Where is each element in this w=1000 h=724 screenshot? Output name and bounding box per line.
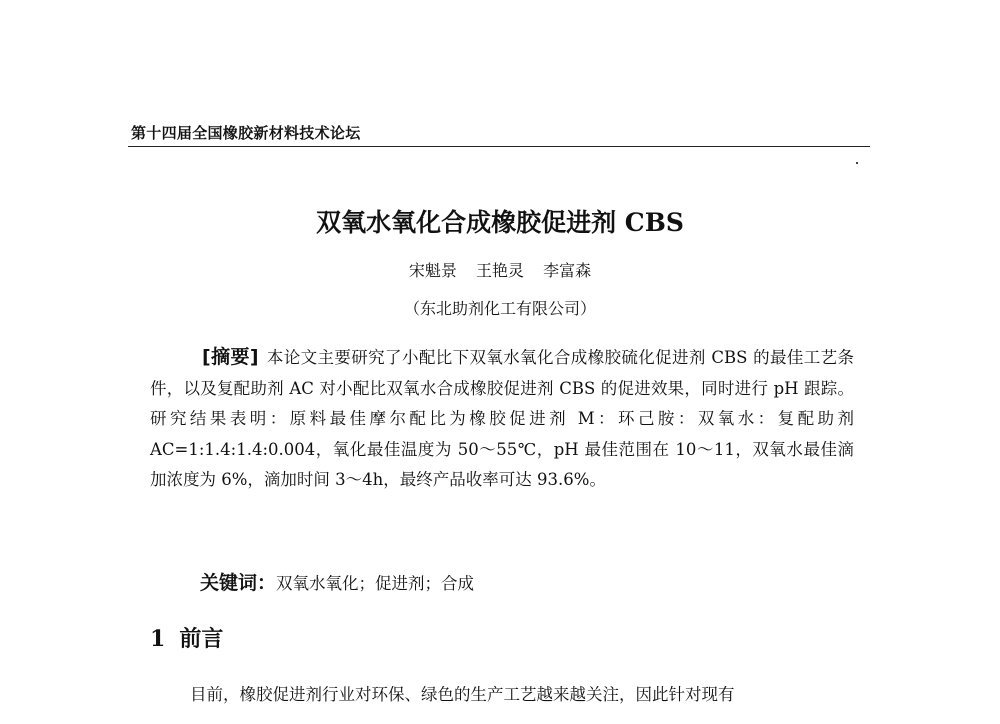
running-header: 第十四届全国橡胶新材料技术论坛	[131, 124, 361, 142]
section-heading	[150, 622, 223, 653]
abstract-text: 本论文主要研究了小配比下双氧水氧化合成橡胶硫化促进剂 CBS 的最佳工艺条件，以及复配助剂 AC 对小配比双氧水合成橡胶促进剂 CBS 的促进效果，同时进行 pH 跟踪。研究结果表明：原料最佳摩尔配比为橡胶促进剂 M：环己胺：双氧水：复配助剂 AC=1:1.4:1.4:0.004，氧化最佳温度为 50～55℃，pH 最佳范围在 10～11，双氧水最佳滴加浓度为 6%，滴加时间 3～4h，最终产品收率可达 93.6%。	[150, 348, 854, 489]
section-title: 前言	[179, 626, 224, 652]
author-name: 王艳灵	[475, 261, 524, 280]
keywords-text: 双氧水氧化；促进剂；合成	[276, 574, 475, 593]
keywords-label: 关键词：	[200, 572, 277, 594]
abstract	[150, 342, 854, 496]
author-name: 宋魁景	[408, 261, 457, 280]
keywords	[200, 568, 474, 595]
header-divider	[128, 146, 870, 147]
abstract-label: [摘要]	[202, 346, 259, 368]
author-name: 李富森	[543, 261, 592, 280]
affiliation: （东北助剂化工有限公司）	[403, 299, 596, 318]
scan-speck	[856, 162, 858, 164]
author-list	[0, 258, 1000, 281]
body-paragraph: 目前，橡胶促进剂行业对环保、绿色的生产工艺越来越关注，因此针对现有	[190, 685, 735, 704]
section-number: 1	[150, 626, 166, 652]
paper-title: 双氧水氧化合成橡胶促进剂 CBS	[316, 208, 684, 237]
